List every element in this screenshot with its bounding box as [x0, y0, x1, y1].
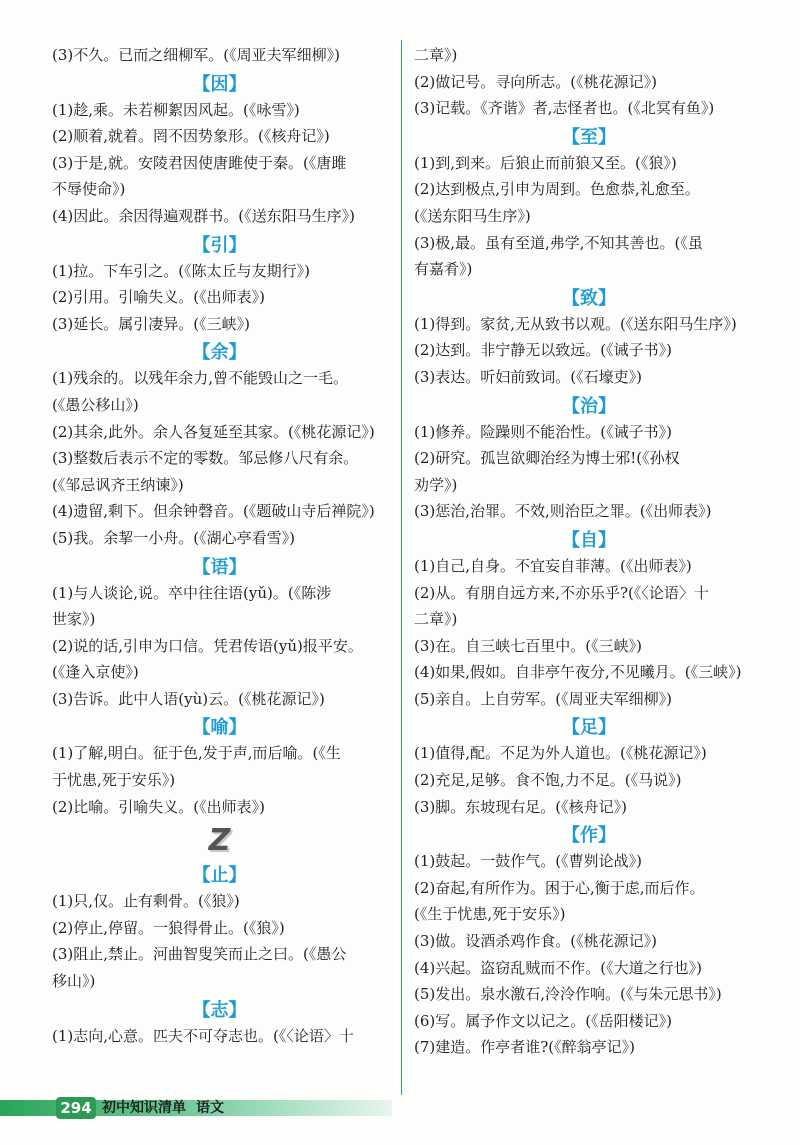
- definition-line: (3)于是,就。安陵君因使唐雎使于秦。(《唐雎: [52, 153, 347, 172]
- definition-line: (4)如果,假如。自非亭午夜分,不见曦月。(《三峡》): [414, 663, 742, 682]
- definition-line: (2)研究。孤岂欲卿治经为博士邪!(《孙权: [414, 449, 680, 468]
- page-footer: [0, 1096, 800, 1120]
- entry-heading: 【自】: [562, 529, 616, 551]
- definition-line: (1)了解,明白。征于色,发于声,而后喻。(《生: [52, 744, 341, 763]
- definition-line: (6)写。属予作文以记之。(《岳阳楼记》): [414, 1011, 672, 1030]
- definition-line: 劝学》): [414, 475, 458, 494]
- definition-line: (《生于忧患,死于安乐》): [414, 905, 566, 924]
- definition-line: 于忧患,死于安乐》): [52, 771, 176, 790]
- definition-line: (2)达到。非宁静无以致远。(《诫子书》): [414, 341, 672, 360]
- right-column: [414, 42, 764, 1061]
- definition-line: (《逢入京使》): [52, 663, 139, 682]
- entry-heading: 【足】: [562, 717, 616, 739]
- definition-line: 二章》): [414, 610, 458, 629]
- definition-line: (2)顺着,就着。罔不因势象形。(《核舟记》): [52, 127, 330, 146]
- definition-line: (2)引用。引喻失义。(《出师表》): [52, 288, 265, 307]
- entry-heading: 【至】: [562, 126, 616, 148]
- definition-line: (《愚公移山》): [52, 395, 139, 414]
- definition-line: (2)其余,此外。余人各复延至其家。(《桃花源记》): [52, 422, 375, 441]
- book-title: 初中知识清单: [102, 1100, 186, 1116]
- definition-line: (1)修养。险躁则不能治性。(《诫子书》): [414, 422, 672, 441]
- definition-line: (2)达到极点,引申为周到。色愈恭,礼愈至。: [414, 180, 700, 199]
- definition-line: (2)从。有朋自远方来,不亦乐乎?(《〈论语〉十: [414, 583, 709, 602]
- definition-line: (4)兴起。盗窃乱贼而不作。(《大道之行也》): [414, 958, 702, 977]
- entry-heading: 【作】: [562, 825, 616, 847]
- entry-heading: 【致】: [562, 287, 616, 309]
- section-letter-glyph: Z: [208, 822, 231, 858]
- definition-line: (3)脚。东坡现右足。(《核舟记》): [414, 797, 627, 816]
- entry-heading: 【余】: [192, 342, 247, 364]
- definition-line: 二章》): [414, 46, 458, 64]
- definition-line: (3)做。设酒杀鸡作食。(《桃花源记》): [414, 932, 657, 951]
- definition-line: 有嘉肴》): [414, 260, 473, 279]
- definition-line: (3)延长。属引凄异。(《三峡》): [52, 314, 250, 333]
- section-letter: [52, 820, 387, 860]
- definition-line: (3)记载。《齐谐》者,志怪者也。(《北冥有鱼》): [414, 99, 715, 118]
- definition-line: (2)做记号。寻向所志。(《桃花源记》): [414, 72, 657, 91]
- definition-line: (4)遗留,剩下。但余钟磬音。(《题破山寺后禅院》): [52, 502, 375, 521]
- definition-line: 世家》): [52, 610, 96, 629]
- subject-label: 语文: [196, 1100, 224, 1116]
- definition-line: (3)惩治,治罪。不效,则治臣之罪。(《出师表》): [414, 502, 712, 521]
- entry-heading: 【语】: [192, 556, 247, 578]
- definition-line: (3)极,最。虽有至道,弗学,不知其善也。(《虽: [414, 233, 703, 252]
- definition-line: (7)建造。作亭者谁?(《醉翁亭记》): [414, 1038, 635, 1057]
- left-column: [52, 42, 387, 1049]
- definition-line: (2)比喻。引喻失义。(《出师表》): [52, 797, 265, 816]
- definition-line: (3)整数后表示不定的零数。邹忌修八尺有余。: [52, 449, 359, 468]
- definition-line: (1)自己,自身。不宜妄自菲薄。(《出师表》): [414, 556, 692, 575]
- definition-line: (5)我。余挈一小舟。(《湖心亭看雪》): [52, 528, 295, 547]
- definition-line: (3)不久。已而之细柳军。(《周亚夫军细柳》): [52, 46, 340, 64]
- definition-line: (4)因此。余因得遍观群书。(《送东阳马生序》): [52, 206, 355, 225]
- definition-line: (5)发出。泉水激石,泠泠作响。(《与朱元思书》): [414, 985, 722, 1004]
- definition-line: (2)停止,停留。一狼得骨止。(《狼》): [52, 918, 285, 937]
- definition-line: (3)表达。听妇前致词。(《石壕吏》): [414, 367, 642, 386]
- definition-line: (3)告诉。此中人语(yù)云。(《桃花源记》): [52, 689, 325, 708]
- page-number: 294: [56, 1097, 96, 1119]
- entry-heading: 【治】: [562, 395, 616, 417]
- definition-line: (2)充足,足够。食不饱,力不足。(《马说》): [414, 771, 682, 790]
- definition-line: (1)得到。家贫,无从致书以观。(《送东阳马生序》): [414, 314, 737, 333]
- definition-line: (1)志向,心意。匹夫不可夺志也。(《〈论语〉十: [52, 1026, 354, 1045]
- definition-line: (1)到,到来。后狼止而前狼又至。(《狼》): [414, 153, 677, 172]
- column-divider: [401, 40, 402, 1095]
- definition-line: (1)鼓起。一鼓作气。(《曹刿论战》): [414, 852, 642, 871]
- definition-line: (1)残余的。以残年余力,曾不能毁山之一毛。: [52, 369, 349, 388]
- definition-line: 不辱使命》): [52, 180, 126, 199]
- definition-line: (1)趁,乘。未若柳絮因风起。(《咏雪》): [52, 100, 300, 119]
- entry-heading: 【止】: [192, 865, 247, 887]
- entry-heading: 【引】: [192, 234, 247, 256]
- definition-line: (1)只,仅。止有剩骨。(《狼》): [52, 892, 240, 911]
- definition-line: (1)与人谈论,说。卒中往往语(yǔ)。(《陈涉: [52, 583, 332, 602]
- entry-heading: 【喻】: [192, 717, 247, 739]
- definition-line: 移山》): [52, 972, 96, 991]
- definition-line: (1)拉。下车引之。(《陈太丘与友期行》): [52, 261, 310, 280]
- definition-line: (2)说的话,引申为口信。凭君传语(yǔ)报平安。: [52, 636, 363, 655]
- entry-heading: 【志】: [192, 999, 247, 1021]
- definition-line: (5)亲自。上自劳军。(《周亚夫军细柳》): [414, 689, 672, 708]
- definition-line: (3)在。自三峡七百里中。(《三峡》): [414, 636, 642, 655]
- definition-line: (2)奋起,有所作为。困于心,衡于虑,而后作。: [414, 878, 705, 897]
- definition-line: (3)阻止,禁止。河曲智叟笑而止之曰。(《愚公: [52, 945, 347, 964]
- definition-line: (《邹忌讽齐王纳谏》): [52, 475, 184, 494]
- definition-line: (1)值得,配。不足为外人道也。(《桃花源记》): [414, 744, 707, 763]
- entry-heading: 【因】: [192, 73, 247, 95]
- definition-line: (《送东阳马生序》): [414, 206, 531, 225]
